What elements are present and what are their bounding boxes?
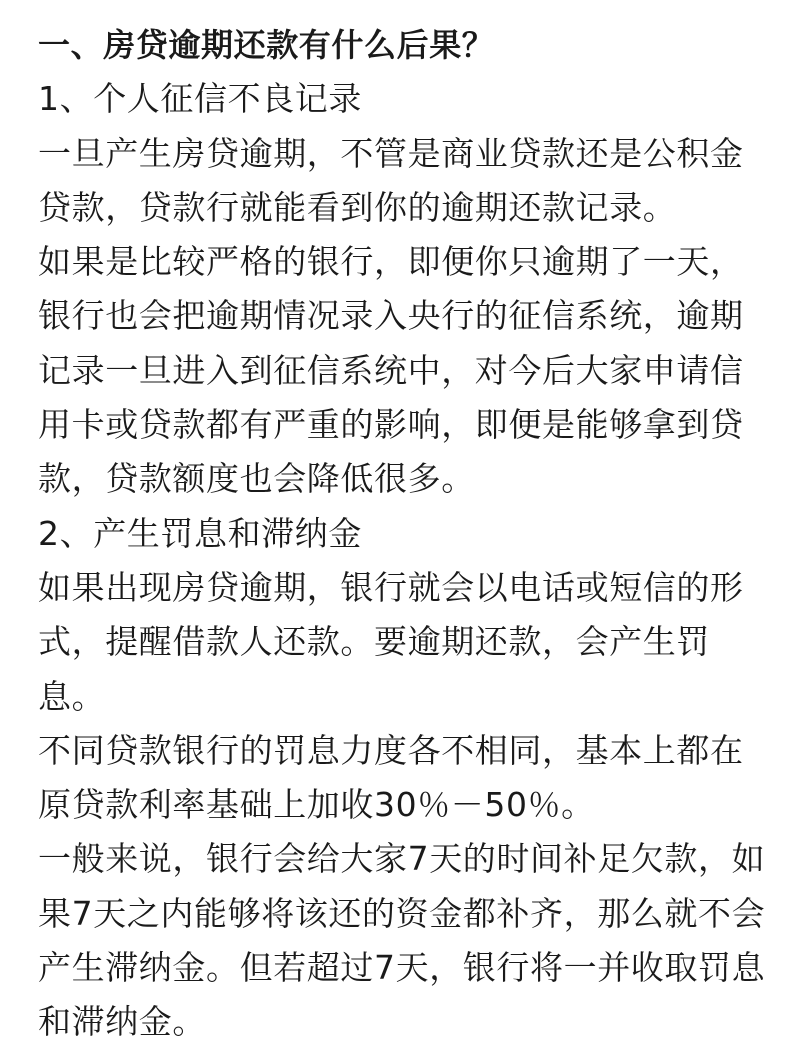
text-line: 一般来说，银行会给大家7天的时间补足欠款，如 <box>38 839 766 879</box>
text-line: 银行也会把逾期情况录入央行的征信系统，逾期 <box>38 296 744 336</box>
section-2-paragraph-3 <box>38 832 778 1042</box>
section-2-paragraph-2 <box>38 724 778 833</box>
text-line: 原贷款利率基础上加收30％－50％。 <box>38 785 595 825</box>
section-1-paragraph-2 <box>38 235 778 506</box>
article <box>38 18 778 1042</box>
text-line: 如果是比较严格的银行，即便你只逾期了一天， <box>38 242 744 282</box>
text-line: 息。 <box>38 676 106 716</box>
section-1-paragraph-1 <box>38 127 778 236</box>
text-line: 产生滞纳金。但若超过7天，银行将一并收取罚息 <box>38 948 766 988</box>
section-2-paragraph-1 <box>38 561 778 724</box>
text-line: 记录一旦进入到征信系统中，对今后大家申请信 <box>38 350 744 390</box>
text-line: 款，贷款额度也会降低很多。 <box>38 459 475 499</box>
text-line: 不同贷款银行的罚息力度各不相同，基本上都在 <box>38 730 744 770</box>
text-line: 一旦产生房贷逾期，不管是商业贷款还是公积金 <box>38 133 744 173</box>
section-2-heading: 2、产生罚息和滞纳金 <box>38 513 362 553</box>
text-line-cut-off: 和滞纳金。 <box>38 1002 206 1042</box>
article-title: 一、房贷逾期还款有什么后果？ <box>38 26 495 64</box>
text-line: 如果出现房贷逾期，银行就会以电话或短信的形 <box>38 567 744 607</box>
text-line: 果7天之内能够将该还的资金都补齐，那么就不会 <box>38 893 766 933</box>
text-line: 贷款，贷款行就能看到你的逾期还款记录。 <box>38 187 677 227</box>
section-1-heading: 1、个人征信不良记录 <box>38 79 362 119</box>
text-line: 用卡或贷款都有严重的影响，即便是能够拿到贷 <box>38 405 744 445</box>
text-line: 式，提醒借款人还款。要逾期还款，会产生罚 <box>38 622 710 662</box>
